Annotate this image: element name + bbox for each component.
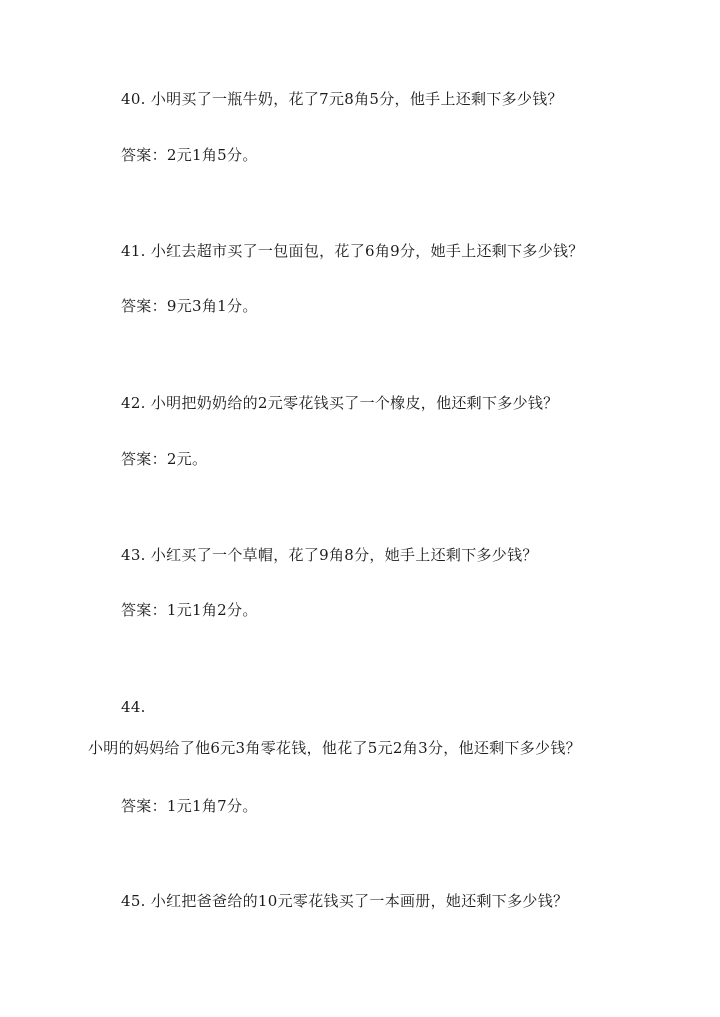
question-41: 41. 小红去超市买了一包面包，花了6角9分，她手上还剩下多少钱？	[121, 242, 584, 260]
question-40: 40. 小明买了一瓶牛奶，花了7元8角5分，他手上还剩下多少钱？	[121, 90, 563, 108]
question-42: 42. 小明把奶奶给的2元零花钱买了一个橡皮，他还剩下多少钱？	[121, 394, 559, 412]
question-44: 小明的妈妈给了他6元3角零花钱，他花了5元2角3分，他还剩下多少钱？	[88, 739, 581, 757]
answer-40: 答案：2元1角5分。	[121, 146, 258, 164]
answer-42: 答案：2元。	[121, 450, 208, 468]
answer-41: 答案：9元3角1分。	[121, 297, 258, 315]
question-44-number: 44.	[121, 698, 146, 716]
answer-44: 答案：1元1角7分。	[121, 797, 258, 815]
answer-43: 答案：1元1角2分。	[121, 601, 258, 619]
question-45: 45. 小红把爸爸给的10元零花钱买了一本画册，她还剩下多少钱？	[121, 892, 569, 910]
question-43: 43. 小红买了一个草帽，花了9角8分，她手上还剩下多少钱？	[121, 546, 538, 564]
